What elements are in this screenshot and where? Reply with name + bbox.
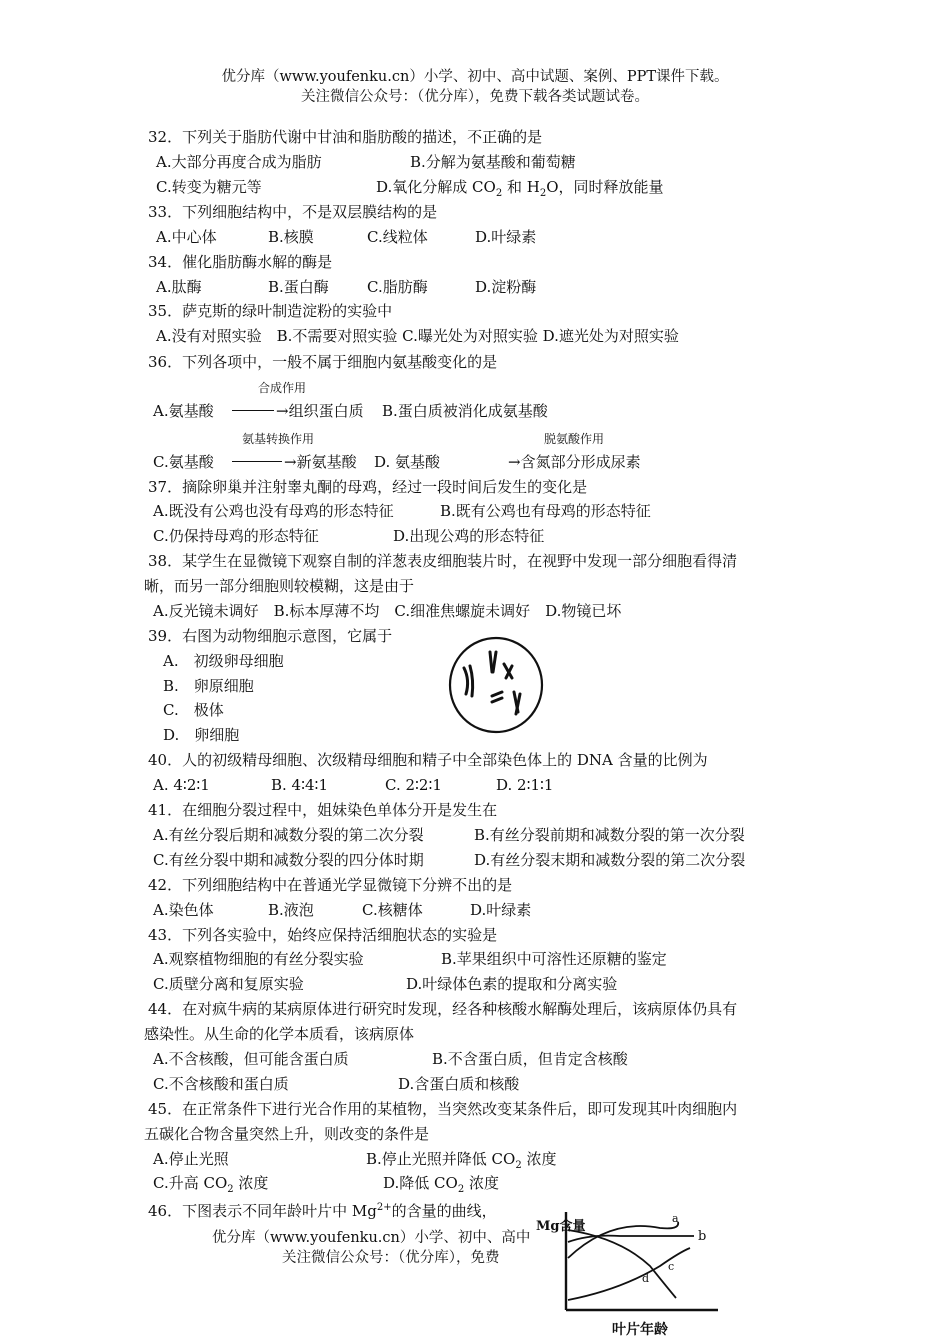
- q40-option-d: D. 2∶1∶1: [496, 776, 554, 794]
- q38-options: A.反光镜未调好 B.标本厚薄不均 C.细准焦螺旋未调好 D.物镜已坏: [153, 602, 622, 620]
- q39-option-d: D. 卵细胞: [163, 726, 240, 744]
- q46-stem: 46．下图表示不同年龄叶片中 $Mg^{2+}$的含量的曲线，: [148, 1202, 497, 1220]
- q34-option-d: D.淀粉酶: [475, 278, 537, 296]
- q41-option-c: C.有丝分裂中期和减数分裂的四分体时期: [153, 851, 424, 869]
- graph-x-label: 叶片年龄: [612, 1322, 668, 1338]
- q44-stem-1: 44．在对疯牛病的某病原体进行研究时发现，经各种核酸水解酶处理后，该病原体仍具有: [148, 1000, 738, 1018]
- q32-option-c: C.转变为糖元等: [156, 178, 262, 196]
- q36-option-a: A.氨基酸: [153, 402, 214, 420]
- q43-option-a: A.观察植物细胞的有丝分裂实验: [153, 950, 364, 968]
- q33-option-a: A.中心体: [156, 228, 217, 246]
- q33-option-c: C.线粒体: [367, 228, 428, 246]
- q37-option-a: A.既没有公鸡也没有母鸡的形态特征: [153, 502, 394, 520]
- q45-option-d: D.降低 $CO_2$ 浓度: [383, 1174, 499, 1195]
- q40-option-c: C. 2∶2∶1: [385, 776, 442, 794]
- q45-stem-1: 45．在正常条件下进行光合作用的某植物，当突然改变某条件后，即可发现其叶肉细胞内: [148, 1100, 738, 1118]
- q39-option-a: A. 初级卵母细胞: [163, 652, 284, 670]
- curve-label-c: c: [668, 1260, 675, 1273]
- q43-option-b: B.苹果组织中可溶性还原糖的鉴定: [441, 950, 667, 968]
- q42-option-c: C.核糖体: [362, 901, 423, 919]
- q33-option-b: B.核膜: [268, 228, 314, 246]
- q34-option-b: B.蛋白酶: [268, 278, 329, 296]
- header-line-1: 优分库（www.youfenku.cn）小学、初中、高中试题、案例、PPT课件下载。: [221, 69, 729, 85]
- q42-option-d: D.叶绿素: [470, 901, 532, 919]
- q32-option-b: B.分解为氨基酸和葡萄糖: [410, 153, 576, 171]
- curve-label-b: b: [698, 1229, 707, 1244]
- q33-stem: 33．下列细胞结构中，不是双层膜结构的是: [148, 203, 438, 221]
- q41-option-a: A.有丝分裂后期和减数分裂的第二次分裂: [153, 826, 424, 844]
- q35-options: A.没有对照实验 B.不需要对照实验 C.曝光处为对照实验 D.遮光处为对照实验: [156, 327, 679, 345]
- q32-option-d: D.氧化分解成 $CO_2$ 和 $H_2O$，同时释放能量: [376, 178, 664, 199]
- q40-stem: 40．人的初级精母细胞、次级精母细胞和精子中全部染色体上的 DNA 含量的比例为: [148, 751, 708, 769]
- q43-option-c: C.质壁分离和复原实验: [153, 975, 304, 993]
- q36-label-deamination: 脱氨酸作用: [544, 432, 605, 446]
- q36-option-b: B.蛋白质被消化成氨基酸: [382, 402, 548, 420]
- q42-stem: 42．下列细胞结构中在普通光学显微镜下分辨不出的是: [148, 876, 513, 894]
- header-line-2: 关注微信公众号：（优分库），免费下载各类试题试卷。: [301, 89, 649, 105]
- q34-stem: 34．催化脂肪酶水解的酶是: [148, 253, 333, 271]
- q37-stem: 37．摘除卵巢并注射睾丸酮的母鸡，经过一段时间后发生的变化是: [148, 478, 588, 496]
- q40-option-b: B. 4∶4∶1: [271, 776, 328, 794]
- q36-stem: 36．下列各项中，一般不属于细胞内氨基酸变化的是: [148, 353, 498, 371]
- q41-option-b: B.有丝分裂前期和减数分裂的第一次分裂: [474, 826, 745, 844]
- q41-stem: 41．在细胞分裂过程中，姐妹染色单体分开是发生在: [148, 801, 498, 819]
- q40-option-a: A. 4∶2∶1: [153, 776, 210, 794]
- q37-option-d: D.出现公鸡的形态特征: [393, 527, 545, 545]
- q36-arrow-c: [232, 461, 282, 462]
- q39-stem: 39．右图为动物细胞示意图，它属于: [148, 627, 393, 645]
- footer-line-2: 关注微信公众号：（优分库），免费: [282, 1250, 500, 1266]
- graph-y-label: Mg含量: [536, 1219, 586, 1234]
- q32-option-a: A.大部分再度合成为脂肪: [156, 153, 322, 171]
- q44-option-c: C.不含核酸和蛋白质: [153, 1075, 289, 1093]
- q37-option-c: C.仍保持母鸡的形态特征: [153, 527, 319, 545]
- animal-cell-figure: [446, 634, 546, 736]
- q36-arrow-a: [232, 410, 274, 411]
- q44-option-b: B.不含蛋白质，但肯定含核酸: [432, 1050, 628, 1068]
- q42-option-a: A.染色体: [153, 901, 214, 919]
- q39-option-b: B. 卵原细胞: [163, 677, 254, 695]
- curve-label-a: a: [672, 1212, 679, 1225]
- q33-option-d: D.叶绿素: [475, 228, 537, 246]
- curve-label-d: d: [642, 1272, 650, 1285]
- q37-option-b: B.既有公鸡也有母鸡的形态特征: [440, 502, 651, 520]
- q42-option-b: B.液泡: [268, 901, 314, 919]
- q34-option-c: C.脂肪酶: [367, 278, 428, 296]
- q38-stem-2: 晰，而另一部分细胞则较模糊，这是由于: [144, 577, 415, 595]
- q43-stem: 43．下列各实验中，始终应保持活细胞状态的实验是: [148, 926, 498, 944]
- footer-line-1: 优分库（www.youfenku.cn）小学、初中、高中: [212, 1230, 531, 1246]
- q32-stem: 32．下列关于脂肪代谢中甘油和脂肪酸的描述，不正确的是: [148, 128, 543, 146]
- q34-option-a: A.肽酶: [156, 278, 202, 296]
- q36-option-d: D. 氨基酸: [374, 453, 441, 471]
- q43-option-d: D.叶绿体色素的提取和分离实验: [406, 975, 618, 993]
- q36-option-c: C.氨基酸: [153, 453, 214, 471]
- q41-option-d: D.有丝分裂末期和减数分裂的第二次分裂: [474, 851, 746, 869]
- q36-option-a-result: →组织蛋白质: [276, 402, 364, 420]
- q45-option-a: A.停止光照: [153, 1150, 229, 1168]
- q45-stem-2: 五碳化合物含量突然上升，则改变的条件是: [144, 1125, 430, 1143]
- q35-stem: 35．萨克斯的绿叶制造淀粉的实验中: [148, 302, 393, 320]
- q39-option-c: C. 极体: [163, 701, 224, 719]
- mg-content-graph: [530, 1208, 730, 1338]
- q44-option-a: A.不含核酸，但可能含蛋白质: [153, 1050, 349, 1068]
- q36-label-transamination: 氨基转换作用: [242, 432, 315, 446]
- q45-option-b: B.停止光照并降低 $CO_2$ 浓度: [366, 1150, 557, 1171]
- q36-label-synthesis: 合成作用: [258, 381, 307, 395]
- q44-stem-2: 感染性。从生命的化学本质看，该病原体: [144, 1025, 415, 1043]
- q45-option-c: C.升高 $CO_2$ 浓度: [153, 1174, 269, 1195]
- q38-stem-1: 38．某学生在显微镜下观察自制的洋葱表皮细胞装片时，在视野中发现一部分细胞看得清: [148, 552, 738, 570]
- q36-option-c-result: →新氨基酸: [284, 453, 357, 471]
- q44-option-d: D.含蛋白质和核酸: [398, 1075, 520, 1093]
- q36-option-d-result: →含氮部分形成尿素: [508, 453, 641, 471]
